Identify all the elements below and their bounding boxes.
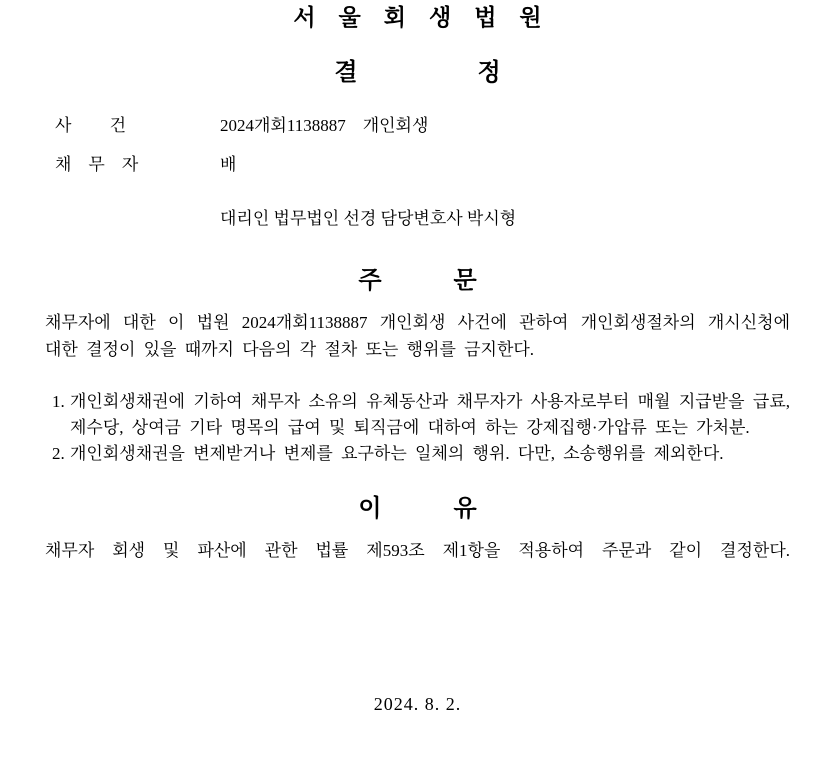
order-intro-paragraph: 채무자에 대한 이 법원 2024개회1138887 개인회생 사건에 관하여 개인회생절차의 개시신청에 대한 결정이 있을 때까지 다음의 각 절차 또는 행위를 금지한다. <box>45 313 790 359</box>
order-item-2-text: 개인회생채권을 변제받거나 변제를 요구하는 일체의 행위. 다만, 소송행위를 제외한다. <box>70 444 724 463</box>
debtor-name-value: 배 <box>220 155 237 174</box>
court-name-title: 서 울 회 생 법 원 <box>293 4 542 30</box>
debtor-label: 채 무 자 <box>55 155 139 174</box>
order-item-1-number: 1. <box>52 392 65 411</box>
order-items-list <box>45 389 790 467</box>
case-number-label: 사 건 <box>55 116 127 135</box>
order-item-2-number: 2. <box>52 444 65 463</box>
document-type-heading: 결 정 <box>334 59 501 86</box>
debtor-row <box>45 152 790 178</box>
attorney-row <box>45 206 790 232</box>
case-number-row <box>45 113 790 139</box>
order-item-2 <box>52 441 790 467</box>
case-number-value: 2024개회1138887 개인회생 <box>220 116 429 135</box>
reason-paragraph: 채무자 회생 및 파산에 관한 법률 제593조 제1항을 적용하여 주문과 같이 결정한다. <box>45 541 790 560</box>
reason-section-heading: 이 유 <box>358 495 477 522</box>
order-item-1 <box>52 389 790 441</box>
order-item-1-text: 개인회생채권에 기하여 채무자 소유의 유체동산과 채무자가 사용자로부터 매월 지급받을 급료, 제수당, 상여금 기타 명목의 급여 및 퇴직금에 대하여 하는 강제집행·가압류 또는 가처분. <box>70 392 790 437</box>
attorney-value: 대리인 법무법인 선경 담당변호사 박시형 <box>220 209 517 228</box>
decision-date: 2024. 8. 2. <box>373 694 462 714</box>
order-section-heading: 주 문 <box>358 267 477 294</box>
